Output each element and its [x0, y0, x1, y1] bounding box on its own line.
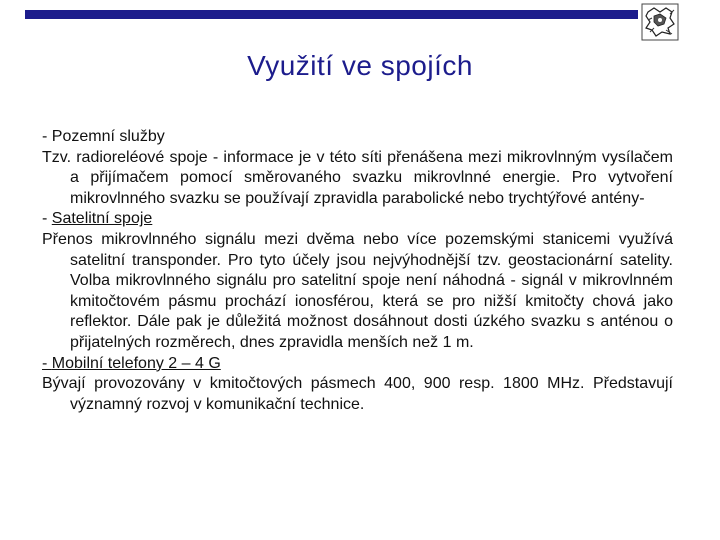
section-heading-satelitni — [42, 209, 673, 230]
university-seal-logo — [640, 2, 680, 42]
heading-text: Mobilní telefony 2 – 4 G — [51, 354, 221, 372]
heading-prefix: - — [42, 354, 52, 372]
section-heading-pozemni — [42, 127, 673, 148]
heading-prefix: - — [42, 210, 52, 228]
slide-content — [42, 127, 673, 415]
heading-text: Satelitní spoje — [51, 210, 153, 228]
heading-prefix: - — [42, 128, 52, 145]
page-title: Využití ve spojích — [247, 50, 473, 81]
section-heading-mobilni — [42, 354, 673, 375]
header-bar — [25, 10, 638, 19]
section-body-satelitni: Přenos mikrovlnného signálu mezi dvěma nebo více pozemskými stanicemi využívá satelitní transponder. Pro tyto účely jsou nejvýhodnější tzv. geostacionární satelity. Volba mikrovlnného signálu pro satelitní spoje není náhodná - signál v mikrovlnném kmitočtovém pásmu prochází ionosférou, která se pro nižší kmitočty chová jako reflektor. Dále pak je důležitá možnost dosáhnout dosti úzkého svazku s anténou o přijatelných rozměrech, dnes zpravidla menších než 1 m. — [42, 230, 673, 351]
section-body-pozemni: Tzv. radioreléové spoje - informace je v této síti přenášena mezi mikrovlnným vysílačem a přijímačem pomocí směrovaného svazku mikrovlnné energie. Pro vytvoření mikrovlnného svazku se používají zpravidla parabolické nebo trychtýřové antény- — [42, 148, 673, 207]
heading-text: Pozemní služby — [51, 128, 165, 145]
section-body-mobilni: Bývají provozovány v kmitočtových pásmech 400, 900 resp. 1800 MHz. Představují významný rozvoj v komunikační technice. — [42, 375, 673, 413]
